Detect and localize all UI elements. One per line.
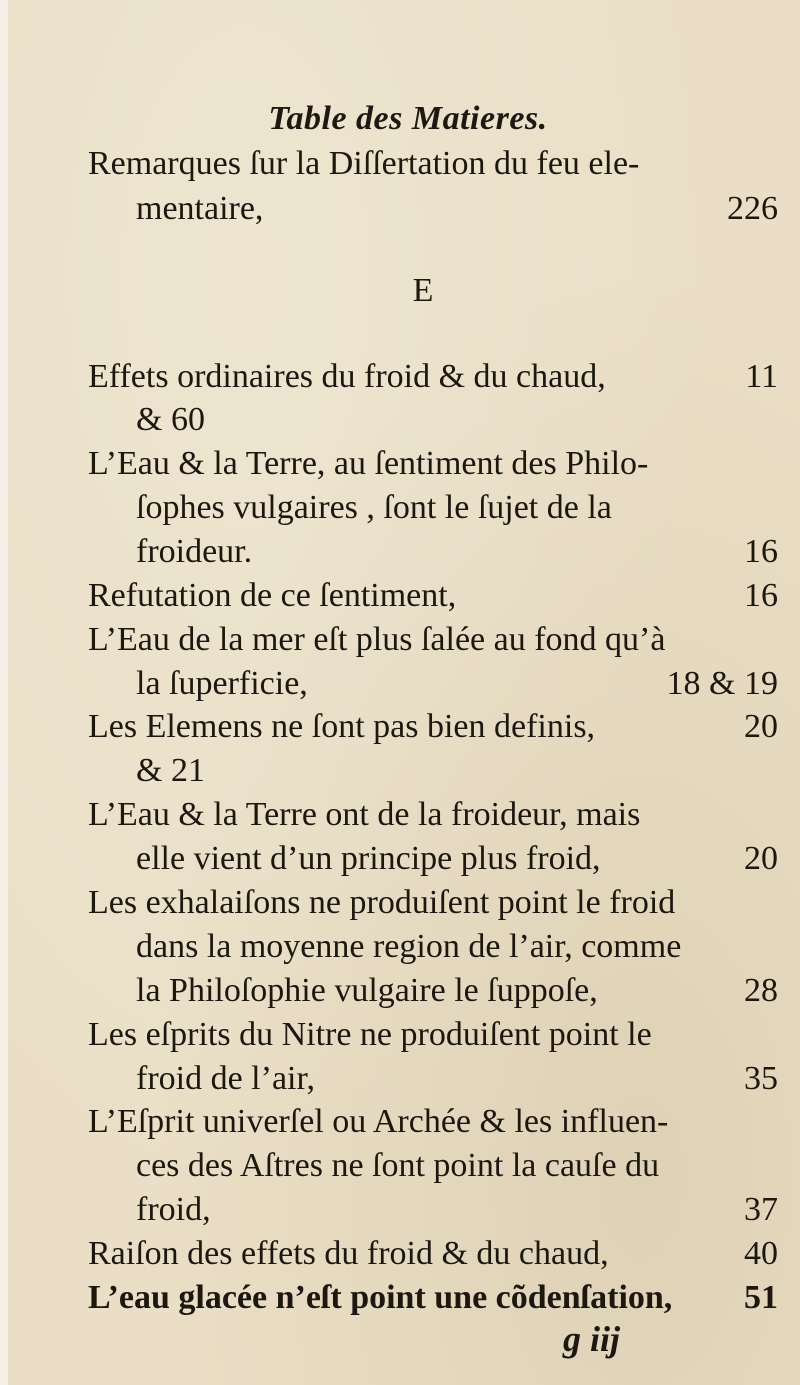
running-head: Table des Matieres.: [268, 100, 548, 137]
index-line: L’eau glacée n’eſt point une cõdenſation, 51: [88, 1279, 778, 1316]
index-line: L’Eau & la Terre, au ſentiment des Philo-: [88, 445, 649, 482]
index-line: froideur. 16: [136, 533, 778, 570]
index-entries: [8, 0, 800, 1385]
index-line: & 21: [136, 752, 205, 789]
index-line: mentaire, 226: [136, 190, 778, 227]
index-line: Les exhalaiſons ne produiſent point le froid: [88, 884, 676, 921]
signature-mark: g iij: [563, 1319, 621, 1359]
index-line: L’Eau & la Terre ont de la froideur, mais: [88, 796, 641, 833]
index-line: Effets ordinaires du froid & du chaud, 11: [88, 358, 778, 395]
index-line: la Philoſophie vulgaire le ſuppoſe, 28: [136, 972, 778, 1009]
index-line: ſophes vulgaires , ſont le ſujet de la: [136, 489, 612, 526]
index-line: L’Eau de la mer eſt plus ſalée au fond qu’à: [88, 621, 666, 658]
index-line: & 60: [136, 401, 205, 438]
index-line: froid, 37: [136, 1191, 778, 1228]
index-line: dans la moyenne region de l’air, comme: [136, 928, 682, 965]
section-letter: E: [412, 272, 434, 309]
index-line: elle vient d’un principe plus froid, 20: [136, 840, 778, 877]
index-line: froid de l’air, 35: [136, 1060, 778, 1097]
index-line: la ſuperficie, 18 & 19: [136, 665, 778, 702]
index-line: L’Eſprit univerſel ou Archée & les influen-: [88, 1103, 669, 1140]
index-line: Refutation de ce ſentiment, 16: [88, 577, 778, 614]
index-line: Remarques ſur la Diſſertation du feu ele-: [88, 145, 640, 182]
index-line: Les eſprits du Nitre ne produiſent point le: [88, 1016, 652, 1053]
index-line: Les Elemens ne ſont pas bien definis, 20: [88, 708, 778, 745]
index-line: Raiſon des effets du froid & du chaud, 40: [88, 1235, 778, 1272]
index-line: ces des Aſtres ne ſont point la cauſe du: [136, 1147, 660, 1184]
